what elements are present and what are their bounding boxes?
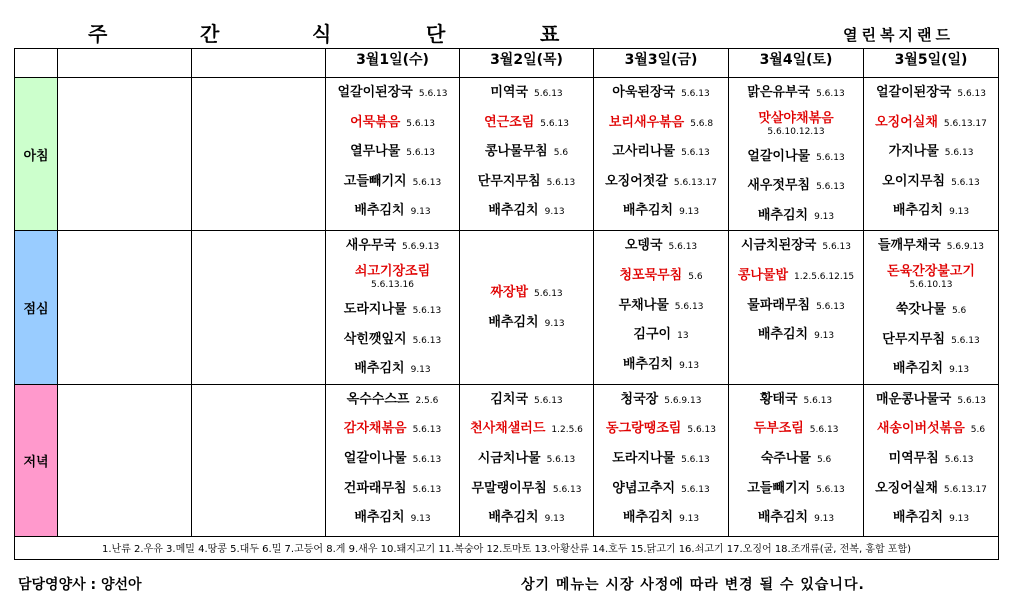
allergen-codes: 5.6.13 [412,177,442,188]
dish-name: 청포묵무침 [619,267,683,283]
dish-item [460,308,593,338]
dish-item [864,503,998,533]
dish-item [460,474,593,504]
meal-row-dinner [15,384,999,536]
notice-text: 상기 메뉴는 시장 사정에 따라 변경 될 수 있습니다. [521,577,865,593]
dish-list [594,385,728,533]
allergen-codes: 5.6.13 [944,148,974,159]
day-header: 3월2일(목) [460,49,594,78]
dish-item [326,474,459,504]
allergen-codes: 5.6.13 [951,335,980,346]
dish-name: 얼갈이된장국 [876,85,952,100]
allergen-codes: 5.6.13 [674,301,704,312]
dish-item [729,171,863,201]
dish-name: 배추김치 [354,510,405,526]
dish-name: 배추김치 [622,510,674,526]
allergen-codes: 5.6.13 [681,89,710,99]
dish-name: 배추김치 [757,207,809,223]
dish-name: 단무지무침 [477,173,541,189]
allergen-codes: 9.13 [949,514,970,525]
allergen-codes: 5.6.13 [816,484,845,495]
allergen-codes: 5.6.13.17 [943,484,987,495]
dish-name: 배추김치 [757,510,809,526]
dish-name: 오이지무침 [882,173,946,189]
allergen-codes: 5.6.13 [944,454,974,465]
menu-cell [864,231,999,384]
menu-cell [594,231,729,384]
allergen-codes: 5.6.13 [681,484,710,495]
dish-item [326,108,459,138]
dish-name: 매운콩나물국 [876,391,952,407]
dish-name: 새우젓무침 [747,178,811,194]
dish-item [460,444,593,474]
corner-cell [15,49,58,78]
dish-item [729,474,863,504]
dish-list [326,78,459,226]
dish-list [594,231,728,379]
allergen-codes: 5.6.13 [822,242,851,253]
allergen-codes: 5.6.13 [816,301,845,312]
dish-list [864,231,998,383]
dish-item [326,167,459,197]
meal-label-breakfast: 아침 [15,78,58,231]
allergen-codes: 5.6.9.13 [946,242,984,253]
allergen-codes: 9.13 [544,514,565,525]
dish-name: 오징어실채 [875,114,938,130]
allergen-codes: 5.6.13 [546,454,576,465]
dish-name: 배추김치 [354,361,405,377]
dish-item [864,78,998,108]
dish-name: 보리새우볶음 [608,114,685,130]
dish-item [460,137,593,167]
dish-list [460,78,593,226]
dish-name: 새송이버섯볶음 [876,421,965,437]
allergen-codes: 5.6 [553,148,569,159]
allergen-codes: 5.6.13 [412,335,442,346]
dish-name: 고사리나물 [612,144,676,160]
meal-row-breakfast [15,78,999,231]
dish-item [326,325,459,355]
dish-item [594,291,728,321]
allergen-codes: 9.13 [410,514,431,525]
dish-item [326,444,459,474]
allergen-codes: 5.6.13 [406,148,435,159]
dish-name: 오징어실채 [875,480,938,496]
allergen-codes: 9.13 [814,331,835,342]
meal-row-lunch [15,231,999,384]
dish-name: 아욱된장국 [612,85,676,100]
allergen-codes: 13 [677,331,689,342]
dish-name: 무말랭이무침 [471,480,547,496]
allergen-codes: 5.6 [688,271,703,282]
meal-label-dinner: 저녁 [15,384,58,536]
allergen-codes: 9.13 [814,514,835,525]
dish-item [729,385,863,415]
allergen-codes: 9.13 [814,211,835,222]
dietitian-name: 담당영양사 : 양선아 [18,577,142,593]
title-char: 표 [540,22,560,46]
dish-name: 돈육간장불고기 [887,263,975,279]
day-header-row [15,49,999,78]
dish-name: 맛살야채볶음 [758,110,834,126]
dish-item [326,385,459,415]
dish-list [460,385,593,533]
dish-item [460,278,593,308]
dish-name: 가지나물 [888,144,939,160]
title-char: 주 [88,22,108,46]
dish-item [729,414,863,444]
allergen-codes: 5.6.13 [406,118,435,129]
allergen-codes: 2.5.6 [415,395,439,406]
allergen-codes: 5.6.8 [690,118,714,129]
allergen-codes: 5.6.13 [412,425,442,436]
dish-name: 짜장밥 [490,284,529,300]
dish-list [594,78,728,226]
empty-cell [58,231,192,384]
dish-name: 쑥갓나물 [895,301,946,317]
allergen-codes: 5.6.13 [809,425,839,436]
dish-item [594,385,728,415]
dish-item [729,201,863,231]
dish-item [864,295,998,325]
organization-name: 열린복지랜드 [843,26,954,44]
dish-name: 삭힌깻잎지 [343,331,407,347]
allergen-codes: 1.2.5.6 [551,425,583,436]
dish-list [326,385,459,533]
allergen-codes: 9.13 [410,207,431,218]
dish-item [594,474,728,504]
dish-item [864,167,998,197]
dish-name: 청국장 [620,391,659,407]
allergen-codes: 9.13 [679,207,700,218]
allergen-codes: 9.13 [544,207,565,218]
allergen-codes: 9.13 [949,207,970,218]
dish-name: 미역무침 [888,450,939,466]
dish-name: 콩나물무침 [484,144,548,160]
dish-item [594,231,728,261]
allergen-codes: 5.6.9.13 [664,395,702,406]
allergen-codes: 5.6.13 [546,177,576,188]
allergen-codes: 5.6.10.12.13 [767,126,825,137]
day-header: 3월1일(수) [326,49,460,78]
allergen-codes: 5.6.13 [681,454,710,465]
menu-cell [594,78,729,231]
dish-item [594,350,728,380]
dish-name: 미역국 [490,85,529,100]
allergen-codes: 9.13 [679,360,700,371]
dish-name: 무채나물 [618,297,669,313]
dish-item [594,444,728,474]
dish-list [864,385,998,533]
allergen-codes: 5.6 [951,305,967,316]
dish-name: 배추김치 [622,203,674,219]
dish-item [594,167,728,197]
menu-cell [326,384,460,536]
allergen-legend: 1.난류 2.우유 3.메밀 4.땅콩 5.대두 6.밀 7.고등어 8.게 9.새우 10.돼지고기 11.복숭아 12.토마토 13.아황산류 14.호두 15.닭고기 16.쇠고기 17.오징어 18.조개류(굴, 전복, 홍합 포함) [15,536,999,559]
title-char: 단 [426,22,446,46]
dish-item [594,414,728,444]
dish-name: 오뎅국 [624,238,663,254]
dish-name: 옥수수스프 [346,391,410,407]
allergen-codes: 5.6.13.17 [673,177,717,188]
dish-list [460,278,593,337]
dish-item [729,231,863,261]
dish-item [326,354,459,384]
dish-name: 얼갈이나물 [747,148,811,164]
empty-cell [192,231,326,384]
dish-name: 단무지무침 [882,331,946,347]
dish-name: 황태국 [759,391,798,407]
dish-name: 천사채샐러드 [470,421,546,437]
dish-name: 배추김치 [622,356,674,372]
title-row [0,10,1010,50]
empty-cell [192,78,326,231]
dish-item [460,196,593,226]
dish-name: 김치국 [490,391,529,407]
allergen-codes: 5.6.13 [534,288,563,299]
allergen-codes: 5.6.13 [816,89,845,99]
allergen-codes: 9.13 [544,318,565,329]
menu-cell [729,384,864,536]
allergen-codes: 9.13 [949,365,970,376]
allergen-codes: 5.6.13 [816,182,845,193]
allergen-codes: 5.6.13 [816,152,845,163]
dish-item [864,108,998,138]
dish-name: 배추김치 [757,327,809,343]
dish-item [594,78,728,108]
day-header: 3월5일(일) [864,49,999,78]
dish-item [864,261,998,295]
allergen-codes: 5.6.13 [412,484,442,495]
dish-item [864,325,998,355]
allergen-codes: 5.6.13 [552,484,582,495]
allergen-codes: 5.6.13 [957,395,986,406]
dish-item [729,320,863,350]
dish-item [729,444,863,474]
meal-label-lunch: 점심 [15,231,58,384]
dish-item [864,385,998,415]
title-char: 식 [312,22,332,46]
day-header: 3월3일(금) [594,49,729,78]
allergen-codes: 5.6.13 [951,177,980,188]
allergen-codes: 5.6.13 [540,118,569,129]
allergen-codes: 5.6 [970,425,986,436]
dish-item [864,474,998,504]
dish-item [594,503,728,533]
dish-item [326,503,459,533]
weekly-menu-table [14,48,999,560]
dish-name: 감자채볶음 [343,421,407,437]
dish-list [864,78,998,226]
allergen-codes: 5.6.13 [957,89,986,99]
menu-cell [326,231,460,384]
dish-name: 숙주나물 [760,450,811,466]
dish-item [729,261,863,291]
dish-item [326,414,459,444]
menu-cell [729,231,864,384]
dish-item [460,414,593,444]
allergen-codes: 5.6.13.17 [943,118,987,129]
dish-item [864,137,998,167]
dish-name: 배추김치 [354,203,405,219]
dish-item [729,503,863,533]
dish-name: 도라지나물 [612,450,676,466]
title-char: 간 [200,22,220,46]
dish-item [729,108,863,142]
dish-name: 쇠고기장조림 [354,263,431,279]
dish-list [326,231,459,383]
allergen-codes: 5.6 [816,454,832,465]
dish-name: 연근조림 [484,114,535,130]
day-header: 3월4일(토) [729,49,864,78]
menu-cell [326,78,460,231]
dish-item [326,231,459,261]
dish-item [729,142,863,172]
dish-name: 도라지나물 [343,301,407,317]
empty-cell [58,384,192,536]
empty-cell [192,384,326,536]
dish-name: 시금치된장국 [741,238,817,254]
empty-cell [58,78,192,231]
dish-name: 어묵볶음 [350,114,401,130]
dish-item [460,167,593,197]
dish-name: 동그랑땡조림 [606,421,682,437]
allergen-codes: 9.13 [679,514,700,525]
dish-item [864,231,998,261]
dish-name: 맑은유부국 [747,85,811,100]
dish-name: 오징어젓갈 [605,173,668,189]
dish-list [729,385,863,533]
dish-item [326,78,459,108]
dish-name: 시금치나물 [477,450,541,466]
dish-name: 배추김치 [488,203,539,219]
dish-item [460,78,593,108]
allergen-codes: 5.6.13 [681,148,710,159]
dish-name: 들깨무채국 [877,238,941,254]
dish-name: 두부조림 [753,421,804,437]
dish-item [864,414,998,444]
dish-name: 고들빼기지 [343,173,407,189]
menu-cell [460,384,594,536]
dish-item [864,354,998,384]
dish-item [326,196,459,226]
dish-item [729,291,863,321]
allergen-codes: 9.13 [410,365,431,376]
menu-cell [594,384,729,536]
dish-name: 고들빼기지 [747,480,811,496]
dish-item [864,196,998,226]
dish-item [326,295,459,325]
allergen-codes: 5.6.10.13 [909,279,953,290]
dish-name: 얼갈이나물 [343,450,407,466]
dish-item [460,503,593,533]
dish-list [729,231,863,349]
allergen-codes: 5.6.13 [534,89,563,99]
allergen-codes: 5.6.9.13 [402,242,440,253]
allergen-codes: 5.6.13.16 [371,279,414,290]
allergen-codes: 5.6.13 [668,242,698,253]
allergen-codes: 5.6.13 [534,395,563,406]
legend-row [15,536,999,559]
dish-name: 양념고추지 [612,480,676,496]
allergen-codes: 5.6.13 [687,425,716,436]
empty-header-cell [58,49,192,78]
allergen-codes: 5.6.13 [418,89,448,99]
dish-name: 배추김치 [892,203,944,219]
menu-cell [460,78,594,231]
dish-name: 새우무국 [345,238,396,254]
dish-item [594,196,728,226]
dish-name: 배추김치 [892,510,944,526]
dish-name: 건파래무침 [343,480,407,496]
menu-cell [729,78,864,231]
dish-item [460,108,593,138]
menu-cell [460,231,594,384]
dish-item [326,261,459,295]
dish-list [729,78,863,230]
allergen-codes: 5.6.13 [412,454,442,465]
allergen-codes: 1.2.5.6.12.15 [794,271,855,282]
dish-name: 배추김치 [488,510,539,526]
dish-item [864,444,998,474]
menu-cell [864,384,999,536]
dish-name: 열무나물 [350,144,401,160]
dish-item [594,137,728,167]
empty-header-cell [192,49,326,78]
dish-item [326,137,459,167]
dish-item [594,108,728,138]
menu-cell [864,78,999,231]
dish-name: 배추김치 [892,361,944,377]
dish-item [594,261,728,291]
dish-name: 김구이 [633,327,672,343]
dish-item [729,78,863,108]
dish-name: 콩나물밥 [737,267,789,283]
dish-name: 배추김치 [488,314,539,330]
dish-item [460,385,593,415]
allergen-codes: 5.6.13 [803,395,833,406]
dish-item [594,320,728,350]
allergen-codes: 5.6.13 [412,305,442,316]
dish-name: 얼갈이된장국 [337,85,413,100]
dish-name: 물파래무침 [747,297,811,313]
